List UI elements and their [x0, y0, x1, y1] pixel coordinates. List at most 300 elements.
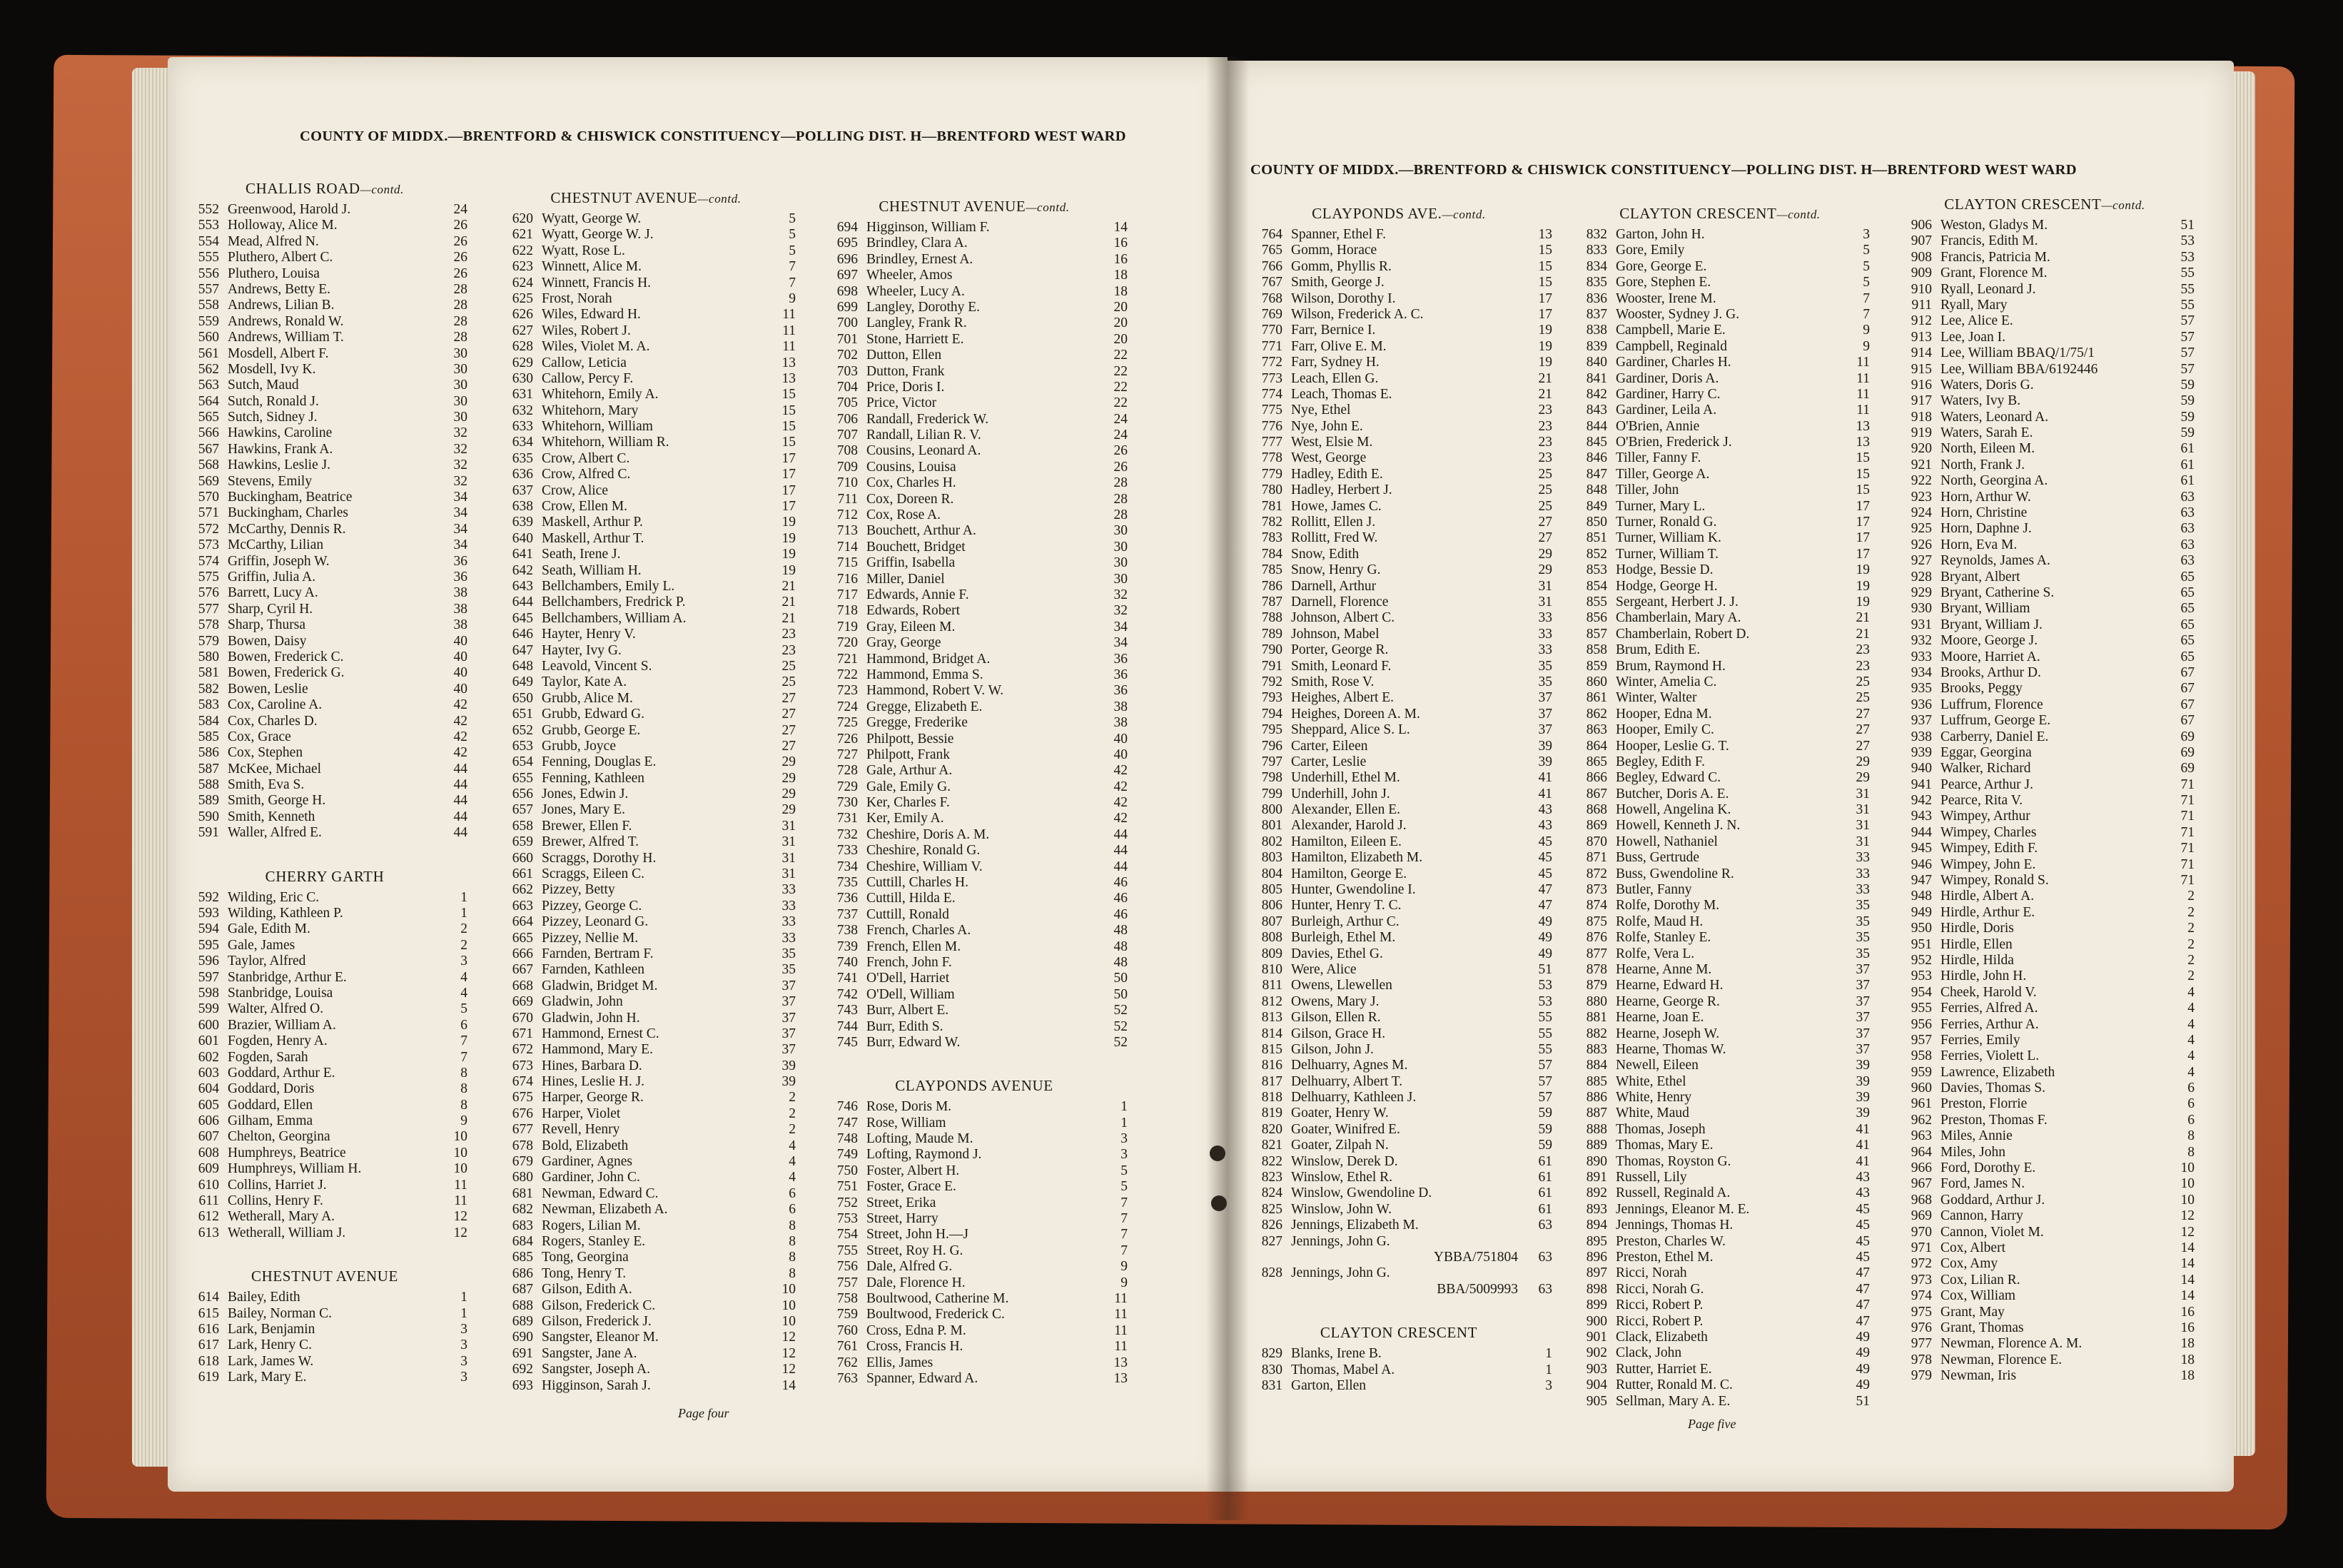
elector-row — [1570, 1218, 1870, 1233]
elector-number: 818 — [1261, 1090, 1282, 1106]
elector-name: Stanbridge, Arthur E. — [228, 969, 347, 985]
elector-number: 560 — [198, 330, 219, 345]
elector-row — [496, 1011, 796, 1026]
elector-name: Rose, William — [866, 1115, 946, 1131]
elector-name: Porter, George R. — [1291, 642, 1389, 658]
elector-number: 934 — [1911, 664, 1932, 680]
house-number: 8 — [460, 1065, 467, 1081]
elector-name: Farr, Bernice I. — [1291, 323, 1376, 338]
elector-number: 872 — [1586, 866, 1607, 881]
house-number: 18 — [1113, 283, 1128, 299]
elector-name: Cox, Stephen — [228, 745, 303, 761]
elector-row — [496, 355, 796, 371]
house-number: 7 — [789, 275, 796, 290]
elector-number: 891 — [1586, 1170, 1607, 1185]
elector-name: Hines, Barbara D. — [542, 1058, 642, 1073]
elector-number: 641 — [512, 547, 533, 562]
elector-number: 645 — [512, 610, 533, 626]
elector-name: Gardiner, Harry C. — [1616, 386, 1721, 402]
street-contd: —contd. — [360, 183, 404, 196]
elector-name: Brindley, Ernest A. — [866, 251, 973, 267]
elector-name: Buckingham, Beatrice — [228, 490, 353, 505]
elector-name: Smith, George J. — [1291, 275, 1385, 290]
elector-name: Gladwin, John H. — [542, 1010, 640, 1026]
elector-name: Gardiner, Agnes — [542, 1154, 633, 1170]
elector-row — [1570, 914, 1870, 930]
elector-name: Fenning, Douglas E. — [542, 754, 657, 770]
elector-name: Crow, Alice — [542, 482, 608, 498]
elector-row — [821, 428, 1128, 443]
elector-number: 857 — [1586, 626, 1607, 642]
house-number: 37 — [1856, 1041, 1870, 1057]
elector-name: Cannon, Harry — [1940, 1208, 2023, 1224]
elector-row — [496, 1250, 796, 1265]
house-number: 21 — [781, 578, 796, 594]
elector-name: Carter, Leslie — [1291, 754, 1367, 769]
elector-name: Gilson, John J. — [1291, 1041, 1374, 1057]
elector-number: 975 — [1911, 1304, 1932, 1320]
elector-name: Hearne, Joseph W. — [1616, 1026, 1720, 1041]
elector-row — [496, 1234, 796, 1250]
elector-name: Farnden, Kathleen — [542, 962, 645, 978]
house-number: 30 — [453, 410, 467, 425]
elector-number: 598 — [198, 985, 219, 1001]
elector-row — [821, 619, 1128, 635]
house-number: 42 — [453, 713, 467, 729]
house-number: 11 — [782, 323, 796, 338]
elector-name: Thomas, Mabel A. — [1291, 1362, 1395, 1377]
elector-name: Ryall, Leonard J. — [1940, 281, 2036, 297]
house-number: 59 — [1538, 1106, 1552, 1121]
elector-number: 737 — [836, 906, 858, 922]
house-number: 6 — [2187, 1081, 2195, 1096]
elector-name: Price, Victor — [866, 395, 937, 411]
elector-row — [1570, 770, 1870, 786]
house-number: 12 — [453, 1209, 467, 1225]
elector-number: 585 — [198, 729, 219, 744]
street-name: CHESTNUT AVENUE — [879, 198, 1026, 215]
elector-number: 674 — [512, 1074, 533, 1090]
elector-number: 775 — [1261, 403, 1282, 418]
elector-number: 594 — [198, 921, 219, 937]
elector-row — [496, 1378, 796, 1394]
elector-row — [496, 786, 796, 802]
elector-number: 909 — [1911, 265, 1932, 281]
house-number: 51 — [1856, 1393, 1870, 1409]
elector-name: Brooks, Peggy — [1940, 681, 2023, 697]
elector-number: 699 — [836, 299, 858, 315]
elector-number: 599 — [198, 1001, 219, 1017]
elector-number: 868 — [1586, 802, 1607, 818]
elector-row — [182, 457, 467, 473]
elector-number: 749 — [836, 1147, 858, 1163]
elector-name: Winslow, Derek D. — [1291, 1153, 1398, 1169]
elector-name: Hirdle, Albert A. — [1940, 889, 2035, 904]
house-number: 4 — [789, 1138, 796, 1153]
elector-number: 584 — [198, 713, 219, 729]
page-number-left: Page four — [678, 1406, 729, 1420]
elector-row — [182, 425, 467, 441]
elector-name: Jennings, Elizabeth M. — [1291, 1218, 1419, 1233]
house-number: 5 — [1863, 275, 1870, 290]
elector-number: 920 — [1911, 441, 1932, 457]
elector-name: Sellman, Mary A. E. — [1616, 1393, 1731, 1409]
elector-name: Cheshire, Doris A. M. — [866, 826, 990, 842]
section-gap — [182, 841, 467, 863]
house-number: 63 — [2180, 537, 2195, 552]
elector-row — [1895, 729, 2195, 745]
house-number: 26 — [453, 265, 467, 281]
elector-number: 827 — [1261, 1233, 1282, 1249]
elector-row — [1570, 1122, 1870, 1138]
house-number: 53 — [1538, 978, 1552, 993]
house-number: 43 — [1856, 1185, 1870, 1201]
elector-name: Humphreys, William H. — [228, 1161, 362, 1177]
house-number: 40 — [453, 665, 467, 681]
elector-name: Farr, Olive E. M. — [1291, 338, 1387, 354]
elector-row — [1895, 713, 2195, 729]
elector-row — [1895, 1256, 2195, 1272]
house-number: 4 — [2187, 1064, 2195, 1080]
elector-row — [1570, 994, 1870, 1010]
elector-row — [1570, 291, 1870, 307]
house-number: 63 — [1538, 1218, 1552, 1233]
elector-number: 906 — [1911, 218, 1932, 233]
house-number: 9 — [789, 290, 796, 306]
elector-number: 751 — [836, 1179, 858, 1195]
house-number: 23 — [781, 642, 796, 658]
elector-number: 629 — [512, 355, 533, 370]
elector-name: Hammond, Ernest C. — [542, 1026, 659, 1041]
elector-number: 797 — [1261, 754, 1282, 769]
elector-name: Hamilton, Elizabeth M. — [1291, 850, 1423, 866]
elector-row — [1895, 441, 2195, 457]
elector-row — [496, 1122, 796, 1138]
elector-number: 698 — [836, 283, 858, 299]
house-number: 39 — [1538, 754, 1552, 769]
elector-name: Rollitt, Fred W. — [1291, 530, 1378, 546]
elector-row — [1895, 873, 2195, 889]
house-number: 6 — [789, 1185, 796, 1201]
house-number: 3 — [460, 1337, 467, 1353]
elector-number: 715 — [836, 555, 858, 571]
elector-number: 634 — [512, 435, 533, 450]
elector-row — [1245, 1202, 1552, 1218]
house-number: 4 — [2187, 1048, 2195, 1064]
elector-number: 694 — [836, 220, 858, 235]
house-number: 44 — [453, 793, 467, 809]
house-number: 32 — [1113, 603, 1128, 619]
elector-number: 758 — [836, 1291, 858, 1306]
elector-number: 924 — [1911, 505, 1932, 521]
elector-row — [1245, 1218, 1552, 1233]
elector-number: 970 — [1911, 1224, 1932, 1240]
elector-number: 552 — [198, 202, 219, 217]
elector-number: 761 — [836, 1339, 858, 1355]
elector-name: Philpott, Frank — [866, 747, 951, 762]
elector-number: 908 — [1911, 249, 1932, 265]
elector-name: Gardiner, Doris A. — [1616, 370, 1719, 386]
elector-row — [821, 907, 1128, 923]
elector-name: Crow, Ellen M. — [542, 499, 628, 515]
elector-name: Goddard, Arthur J. — [1940, 1192, 2045, 1208]
elector-name: Pearce, Rita V. — [1940, 793, 2023, 809]
house-number: 33 — [1856, 882, 1870, 898]
elector-number: 717 — [836, 587, 858, 602]
elector-number: 635 — [512, 450, 533, 466]
elector-row — [496, 515, 796, 530]
elector-row — [496, 834, 796, 850]
elector-row — [1570, 1154, 1870, 1170]
elector-number: 838 — [1586, 323, 1607, 338]
elector-name: Nye, John E. — [1291, 418, 1363, 434]
house-number: 37 — [781, 1042, 796, 1058]
elector-number: 878 — [1586, 961, 1607, 977]
elector-number: 834 — [1586, 258, 1607, 274]
elector-row — [496, 851, 796, 866]
elector-row — [496, 595, 796, 610]
house-number: 33 — [1538, 626, 1552, 642]
elector-number: 774 — [1261, 386, 1282, 402]
elector-name: Pizzey, George C. — [542, 898, 642, 914]
house-number: 65 — [2180, 633, 2195, 649]
house-number: 22 — [1113, 348, 1128, 363]
elector-name: Rogers, Stanley E. — [542, 1234, 646, 1249]
elector-row — [496, 1282, 796, 1298]
elector-name: Rollitt, Ellen J. — [1291, 515, 1376, 530]
house-number: 59 — [1538, 1138, 1552, 1153]
elector-number: 979 — [1911, 1368, 1932, 1384]
house-number: 23 — [781, 627, 796, 642]
elector-row — [821, 795, 1128, 811]
elector-row — [1570, 898, 1870, 914]
elector-row — [1245, 323, 1552, 338]
elector-row — [496, 243, 796, 259]
elector-row — [1245, 1138, 1552, 1153]
house-number: 16 — [1113, 236, 1128, 251]
elector-name: Sutch, Sidney J. — [228, 410, 318, 425]
elector-name: Ker, Emily A. — [866, 811, 944, 826]
elector-number: 767 — [1261, 275, 1282, 290]
elector-name: Pluthero, Louisa — [228, 265, 320, 281]
elector-number: 595 — [198, 937, 219, 953]
elector-row — [1570, 1026, 1870, 1042]
elector-number: 805 — [1261, 882, 1282, 898]
elector-row — [1570, 962, 1870, 978]
house-number: 71 — [2180, 777, 2195, 792]
house-number: 41 — [1856, 1138, 1870, 1153]
elector-number: 668 — [512, 978, 533, 993]
elector-row — [1570, 387, 1870, 403]
elector-name: Burleigh, Ethel M. — [1291, 930, 1396, 946]
elector-name: Callow, Leticia — [542, 355, 627, 370]
house-number: 19 — [1856, 594, 1870, 610]
house-number: 10 — [2180, 1192, 2195, 1208]
house-number: 1 — [1120, 1115, 1128, 1131]
house-number: 7 — [789, 259, 796, 275]
elector-name: Hodge, Bessie D. — [1616, 562, 1714, 578]
elector-number: 779 — [1261, 466, 1282, 482]
elector-name: Wimpey, Arthur — [1940, 809, 2030, 824]
elector-number: 646 — [512, 627, 533, 642]
house-number: 14 — [781, 1377, 796, 1393]
elector-number: 845 — [1586, 435, 1607, 450]
elector-row — [821, 1035, 1128, 1051]
elector-row — [1895, 553, 2195, 569]
house-number: 39 — [781, 1058, 796, 1073]
elector-name: Hunter, Henry T. C. — [1291, 898, 1402, 914]
house-number: 36 — [453, 569, 467, 585]
elector-row — [182, 1193, 467, 1209]
house-number: 51 — [1538, 961, 1552, 977]
elector-row — [1245, 1346, 1552, 1362]
elector-number: 587 — [198, 761, 219, 777]
elector-row — [1895, 362, 2195, 378]
elector-number: 866 — [1586, 770, 1607, 786]
house-number: 10 — [453, 1161, 467, 1177]
elector-row — [1245, 1250, 1552, 1265]
elector-name: Wilding, Eric C. — [228, 889, 320, 905]
elector-row — [182, 218, 467, 233]
elector-number: 968 — [1911, 1192, 1932, 1208]
elector-name: Gale, Arthur A. — [866, 763, 953, 779]
elector-number: 877 — [1586, 946, 1607, 961]
house-number: 16 — [2180, 1304, 2195, 1320]
house-number: 11 — [782, 339, 796, 355]
street-contd: —contd. — [2101, 198, 2145, 212]
elector-number: 851 — [1586, 530, 1607, 546]
elector-row — [821, 1371, 1128, 1387]
elector-row — [821, 507, 1128, 523]
elector-name: Turner, William T. — [1616, 546, 1719, 562]
elector-name: Thomas, Royston G. — [1616, 1153, 1731, 1169]
house-number: 6 — [2187, 1096, 2195, 1112]
elector-name: Frost, Norah — [542, 290, 612, 306]
elector-number: 632 — [512, 403, 533, 418]
elector-row — [182, 282, 467, 298]
elector-row — [496, 802, 796, 818]
elector-row — [182, 1113, 467, 1129]
elector-row — [1570, 259, 1870, 275]
elector-number: 705 — [836, 395, 858, 411]
elector-row — [1245, 1106, 1552, 1121]
elector-row — [1245, 850, 1552, 866]
column-1 — [182, 175, 467, 1386]
elector-number: 804 — [1261, 866, 1282, 881]
house-number: 15 — [781, 387, 796, 403]
elector-name: Hirdle, Arthur E. — [1940, 904, 2035, 920]
elector-name: Walter, Alfred O. — [228, 1001, 324, 1017]
elector-name: Ellis, James — [866, 1355, 933, 1370]
house-number: 20 — [1113, 331, 1128, 347]
house-number: 42 — [453, 745, 467, 761]
elector-row — [1570, 547, 1870, 562]
elector-name: Smith, Rose V. — [1291, 674, 1375, 689]
house-number: 14 — [2180, 1288, 2195, 1304]
elector-name: Pizzey, Betty — [542, 882, 615, 898]
elector-number: 727 — [836, 747, 858, 762]
elector-row — [1245, 1170, 1552, 1185]
elector-row — [1570, 450, 1870, 466]
elector-name: Boultwood, Catherine M. — [866, 1291, 1009, 1306]
elector-name: Edwards, Robert — [866, 603, 961, 619]
elector-row — [182, 938, 467, 954]
elector-name: Hawkins, Leslie J. — [228, 457, 331, 473]
elector-row — [1895, 937, 2195, 953]
elector-number: 956 — [1911, 1016, 1932, 1032]
elector-row — [496, 1138, 796, 1154]
elector-name: Brewer, Ellen F. — [542, 818, 632, 834]
elector-number: 647 — [512, 642, 533, 658]
elector-number: 814 — [1261, 1026, 1282, 1041]
elector-name: Spanner, Edward A. — [866, 1370, 978, 1386]
elector-row — [1570, 946, 1870, 962]
elector-number: 803 — [1261, 850, 1282, 866]
elector-number: 949 — [1911, 904, 1932, 920]
elector-number: 789 — [1261, 626, 1282, 642]
elector-number: 753 — [836, 1211, 858, 1227]
elector-row — [182, 762, 467, 777]
elector-row — [821, 220, 1128, 236]
house-number: 33 — [1856, 866, 1870, 881]
elector-name: Ricci, Norah G. — [1616, 1281, 1704, 1297]
house-number: 27 — [1856, 706, 1870, 722]
house-number: 5 — [1863, 243, 1870, 258]
elector-row — [821, 1147, 1128, 1163]
elector-number: 622 — [512, 243, 533, 258]
elector-row — [1570, 339, 1870, 355]
house-number: 5 — [1863, 258, 1870, 274]
elector-number: 658 — [512, 818, 533, 834]
book-spine — [1206, 57, 1249, 1520]
page-header-right: COUNTY OF MIDDX.—BRENTFORD & CHISWICK CONSTITUENCY—POLLING DIST. H—BRENTFORD WEST WARD — [1250, 162, 2077, 178]
elector-name: Clack, Elizabeth — [1616, 1329, 1708, 1345]
house-number: 21 — [1856, 610, 1870, 626]
elector-number: 785 — [1261, 562, 1282, 578]
elector-number: 691 — [512, 1345, 533, 1361]
elector-row — [821, 1275, 1128, 1291]
elector-number: 580 — [198, 649, 219, 664]
street-name: CHESTNUT AVENUE — [550, 189, 698, 206]
house-number: 37 — [781, 994, 796, 1010]
house-number: 63 — [2180, 489, 2195, 505]
elector-row — [1895, 1048, 2195, 1064]
elector-name: Waters, Doris G. — [1940, 377, 2034, 393]
elector-name: Higginson, William F. — [866, 220, 990, 235]
elector-row — [496, 1170, 796, 1185]
elector-name: Langley, Dorothy E. — [866, 299, 981, 315]
elector-row — [821, 555, 1128, 571]
elector-row — [182, 346, 467, 362]
house-number: 69 — [2180, 744, 2195, 760]
elector-number: 809 — [1261, 946, 1282, 961]
house-number: 9 — [1863, 323, 1870, 338]
elector-number: 904 — [1586, 1377, 1607, 1393]
elector-name: Jennings, Thomas H. — [1616, 1218, 1734, 1233]
elector-number: 637 — [512, 482, 533, 498]
house-number: 10 — [781, 1298, 796, 1313]
elector-number: 958 — [1911, 1048, 1932, 1064]
elector-number: 806 — [1261, 898, 1282, 914]
elector-name: Russell, Reginald A. — [1616, 1185, 1731, 1201]
elector-row — [182, 314, 467, 330]
elector-number: 578 — [198, 617, 219, 633]
elector-number: 681 — [512, 1185, 533, 1201]
elector-number: 596 — [198, 954, 219, 969]
elector-name: Gore, Stephen E. — [1616, 275, 1711, 290]
elector-row — [1245, 482, 1552, 498]
elector-name: Gilson, Ellen R. — [1291, 1010, 1381, 1026]
